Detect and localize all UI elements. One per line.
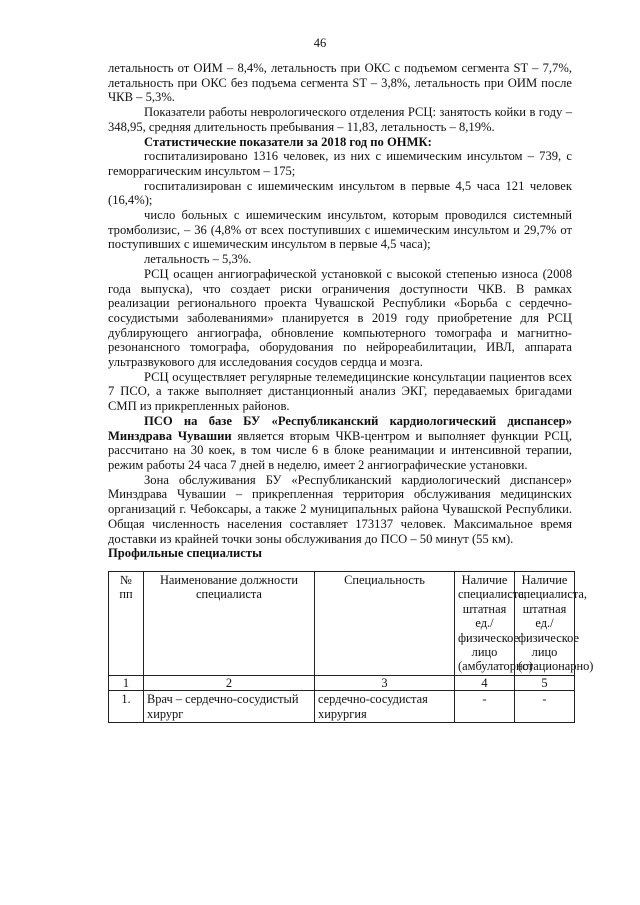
column-number-5: 5 xyxy=(515,675,575,690)
cell-inpatient: - xyxy=(515,691,575,723)
paragraph-service-zone: Зона обслуживания БУ «Республиканский кардиологический диспансер» Минздрава Чувашии – прикрепленная территория обслуживания медицинских организаций г. Чебоксары, а также 2 муниципальных района Чувашской Республики. Общая численность населения составляет 173137 человек. Максимальное время доставки из крайней точки зоны обслуживания до ПСО – 50 минут (55 км). xyxy=(108,472,572,546)
header-inpatient: Наличие специалиста, штатная ед./физическое лицо (стационарно) xyxy=(515,571,575,675)
table-header-row xyxy=(109,571,575,675)
header-outpatient: Наличие специалиста, штатная ед./физическое лицо (амбулаторно) xyxy=(455,571,515,675)
paragraph-telemedicine: РСЦ осуществляет регулярные телемедицинские консультации пациентов всех 7 ПСО, а также выполняет дистанционный анализ ЭКГ, передаваемых бригадами СМП из прикрепленных районов. xyxy=(108,369,572,414)
cell-position: Врач – сердечно-сосудистый хирург xyxy=(144,691,315,723)
paragraph-pso-center xyxy=(108,414,572,473)
page-number: 46 xyxy=(313,36,327,50)
section-heading-stroke-stats: Статистические показатели за 2018 год по ОНМК: xyxy=(144,134,432,149)
specialists-table xyxy=(108,571,594,723)
cell-number: 1. xyxy=(109,691,144,723)
paragraph-neurology-stats: Показатели работы неврологического отделения РСЦ: занятость койки в году – 348,95, средняя длительность пребывания – 11,83, летальность – 8,19%. xyxy=(108,105,572,134)
column-number-3: 3 xyxy=(315,675,455,690)
column-number-2: 2 xyxy=(144,675,315,690)
header-specialty: Специальность xyxy=(315,571,455,675)
table-row xyxy=(109,691,575,723)
document-body xyxy=(108,61,594,723)
table-title: Профильные специалисты xyxy=(108,546,262,561)
paragraph-thrombolysis: число больных с ишемическим инсультом, которым проводился системный тромболизис, – 36 (4,8% от всех поступивших с ишемическим инсультом и 29,7% от поступивших с ишемическим инсультом в первые 4,5 часа); xyxy=(108,208,572,252)
column-number-4: 4 xyxy=(455,675,515,690)
paragraph-mortality: летальность от ОИМ – 8,4%, летальность при ОКС с подъемом сегмента ST – 7,7%, летальность при ОКС без подъема сегмента ST – 3,8%, летальность при ОИМ после ЧКВ – 5,3%. xyxy=(108,61,572,105)
paragraph-hospitalized: госпитализировано 1316 человек, из них с ишемическим инсультом – 739, с геморрагическим инсультом – 175; xyxy=(108,149,572,178)
cell-outpatient: - xyxy=(455,691,515,723)
paragraph-hospitalized-early: госпитализирован с ишемическим инсультом в первые 4,5 часа 121 человек (16,4%); xyxy=(108,178,572,208)
pso-center-name: ПСО на базе БУ «Республиканский кардиологический диспансер» Минздрава Чувашии xyxy=(108,413,572,443)
paragraph-stroke-mortality: летальность – 5,3%. xyxy=(144,252,252,267)
pso-center-description: является вторым ЧКВ-центром и выполняет функции РСЦ, рассчитано на 30 коек, в том числе 6 в блоке реанимации и интенсивной терапии, режим работы 24 часа 7 дней в неделю, имеет 2 ангиографические установки. xyxy=(108,428,572,472)
paragraph-angiography: РСЦ осащен ангиографической установкой с высокой степенью износа (2008 года выпуска), что создает риски ограничения доступности ЧКВ. В рамках реализации регионального проекта Чувашской Республики «Борьба с сердечно-сосудистыми заболеваниями» планируется в 2019 году приобретение для РСЦ дублирующего ангиографа, обновление компьютерного томографа и магнитно-резонансного томографа, оборудования по нейрореабилитации, ИВЛ, аппарата ультразвукового для исследования сосудов сердца и мозга. xyxy=(108,266,572,370)
column-number-1: 1 xyxy=(109,675,144,690)
header-number: № пп xyxy=(109,571,144,675)
cell-specialty: сердечно-сосудистая хирургия xyxy=(315,691,455,723)
table-column-numbers-row xyxy=(109,675,575,690)
header-position: Наименование должности специалиста xyxy=(144,571,315,675)
